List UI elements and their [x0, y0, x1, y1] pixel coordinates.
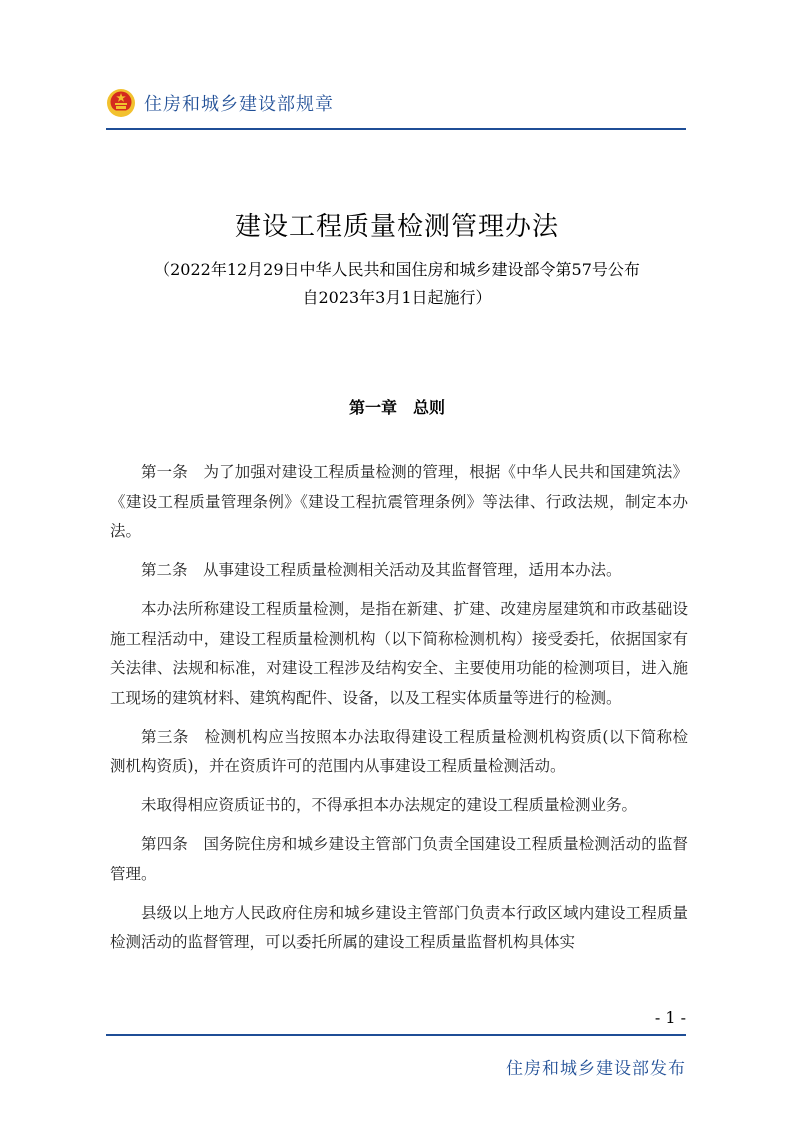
paragraph: 第二条 从事建设工程质量检测相关活动及其监督管理，适用本办法。: [141, 561, 622, 579]
paragraph: 第四条 国务院住房和城乡建设主管部门负责全国建设工程质量检测活动的监督管理。: [110, 835, 688, 883]
page-header: [106, 88, 334, 118]
chapter-heading: 第一章 总则: [348, 398, 445, 417]
paragraph: 第三条 检测机构应当按照本办法取得建设工程质量检测机构资质(以下简称检测机构资质)，并在资质许可的范围内从事建设工程质量检测活动。: [110, 727, 688, 775]
paragraph: 未取得相应资质证书的，不得承担本办法规定的建设工程质量检测业务。: [141, 796, 638, 814]
header-divider: [106, 128, 686, 130]
national-emblem-icon: [106, 88, 136, 118]
footer-divider: [106, 1034, 686, 1036]
paragraph: 第一条 为了加强对建设工程质量检测的管理，根据《中华人民共和国建筑法》《建设工程质量管理条例》《建设工程抗震管理条例》等法律、行政法规，制定本办法。: [110, 463, 688, 540]
paragraph: 本办法所称建设工程质量检测，是指在新建、扩建、改建房屋建筑和市政基础设施工程活动中，建设工程质量检测机构（以下简称检测机构）接受委托，依据国家有关法律、法规和标准，对建设工程涉及结构安全、主要使用功能的检测项目，进入施工现场的建筑材料、建筑构配件、设备，以及工程实体质量等进行的检测。: [110, 600, 688, 707]
footer-publisher: 住房和城乡建设部发布: [506, 1059, 686, 1079]
document-subtitle: [100, 256, 694, 312]
subtitle-line-1: （2022年12月29日中华人民共和国住房和城乡建设部令第57号公布: [154, 260, 640, 279]
page-number: - 1 -: [654, 1008, 686, 1027]
header-title: 住房和城乡建设部规章: [144, 94, 334, 115]
subtitle-line-2: 自2023年3月1日起施行）: [302, 288, 492, 307]
document-body: [110, 458, 688, 967]
paragraph: 县级以上地方人民政府住房和城乡建设主管部门负责本行政区域内建设工程质量检测活动的监督管理，可以委托所属的建设工程质量监督机构具体实: [110, 903, 688, 951]
document-title: 建设工程质量检测管理办法: [234, 212, 559, 242]
